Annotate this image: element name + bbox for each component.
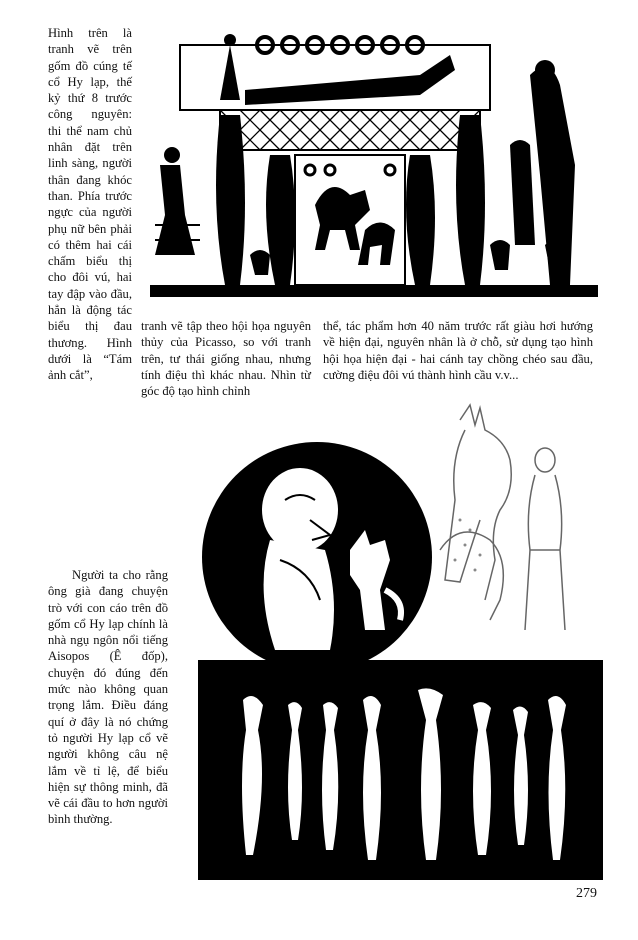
aisopos-and-fox-vase-illustration — [200, 440, 435, 675]
paragraph-aisopos: Người ta cho rằng ông già đang chuyện trò với con cáo trên đồ gốm cổ Hy lạp chính là nhà ngụ ngôn nổi tiếng Aisopos (Ê đốp), chuyện đó đúng đến mức nào không quan trọng lắm. Điều đáng quí ở đây là nó chứng tỏ người Hy lạp cổ vẽ người không câu nệ lắm về tỉ lệ, để biểu hiện sự thông minh, đã vẽ cái đầu to hơn người bình thường. — [48, 568, 168, 827]
text-column-left-bottom — [48, 567, 168, 828]
paragraph-picasso-middle: tranh vẽ tập theo hội họa nguyên thủy của Picasso, so với tranh trên, tư thái giống nhau, nhưng tính điệu thì khác nhau. Nhìn từ góc độ tạo hình chỉnh — [141, 319, 311, 399]
eight-cut-figures-illustration — [198, 660, 603, 880]
picasso-sketch-illustration — [430, 400, 602, 642]
text-column-right — [323, 318, 593, 383]
page-number: 279 — [576, 886, 597, 901]
text-column-left-top — [48, 25, 132, 384]
text-column-middle — [141, 318, 311, 399]
greek-vase-funeral-scene-illustration — [150, 15, 598, 297]
paragraph-vase-description: Hình trên là tranh vẽ trên gốm đồ cúng tế cổ Hy lạp, thế kỷ thứ 8 trước công nguyên: thi thể nam chủ nhân đặt trên linh sàng, người thân đang khóc than. Phía trước ngực của người phụ nữ bên phải có thêm hai cái chấm biểu thị cho đôi vú, hai tay đập vào đầu, hẳn là động tác biểu thị đau thương. Hình dưới là “Tám ảnh cắt”, — [48, 26, 132, 383]
paragraph-picasso-right: thể, tác phẩm hơn 40 năm trước rất giàu hơi hướng về hiện đại, nguyên nhân là ở chỗ, sử dụng tạo hình hội họa hiện đại - hai cánh tay chồng chéo sau đầu, cường điệu đôi vú thành hình cầu v.v... — [323, 319, 593, 382]
